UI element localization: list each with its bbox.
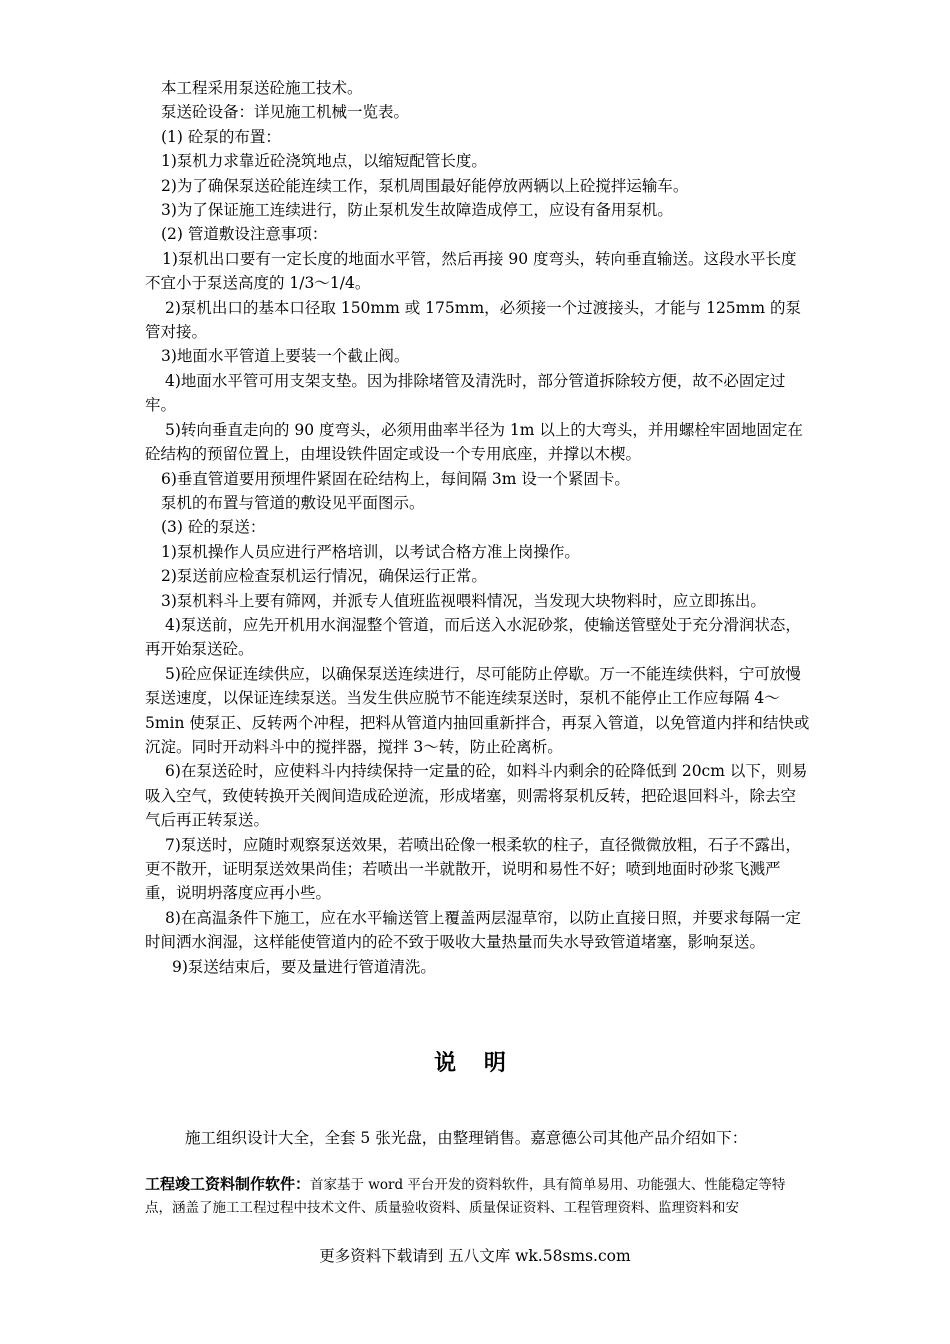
notice-intro: 施工组织设计大全，全套 5 张光盘，由整理销售。嘉意德公司其他产品介绍如下： <box>185 1129 748 1147</box>
paragraph: 1)泵机出口要有一定长度的地面水平管，然后再接 90 度弯头，转向垂直输送。这段水平长度不宜小于泵送高度的 1/3～1/4。 <box>145 249 797 293</box>
notice-title: 说 明 <box>434 1050 516 1076</box>
paragraph: 泵送砼设备：详见施工机械一览表。 <box>161 103 410 122</box>
paragraph: 泵机的布置与管道的敷设见平面图示。 <box>161 493 425 512</box>
product-text: 首家基于 word 平台开发的资料软件，具有简单易用、功能强大、性能稳定等特点，涵盖了施工工程过程中技术文件、质量验收资料、质量保证资料、工程管理资料、监理资料和安 <box>145 1177 786 1216</box>
paragraph: 3)为了保证施工连续进行，防止泵机发生故障造成停工，应设有备用泵机。 <box>161 201 673 220</box>
section-heading: (3) 砼的泵送： <box>161 518 266 537</box>
paragraph: 2)泵机出口的基本口径取 150mm 或 175mm，必须接一个过渡接头，才能与 125mm 的泵管对接。 <box>145 298 801 342</box>
paragraph: 8)在高温条件下施工，应在水平输送管上覆盖两层湿草帘，以防止直接日照，并要求每隔一定时间洒水润湿，这样能使管道内的砼不致于吸收大量热量而失水导致管道堵塞，影响泵送。 <box>145 908 801 952</box>
product-name: 工程竣工资料制作软件： <box>145 1175 311 1193</box>
paragraph: 9)泵送结束后，要及量进行管道清洗。 <box>172 957 436 976</box>
paragraph: 5)砼应保证连续供应，以确保泵送连续进行，尽可能防止停歇。万一不能连续供料，宁可放慢泵送速度，以保证连续泵送。当发生供应脱节不能连续泵送时，泵机不能停止工作应每隔 4～5min 使泵正、反转两个冲程，把料从管道内抽回重新拌合，再泵入管道，以免管道内拌和结快或沉淀。同时开动料斗中的搅拌器，搅拌 3～转，防止砼离析。 <box>145 664 810 756</box>
paragraph: 6)垂直管道要用预埋件紧固在砼结构上，每间隔 3m 设一个紧固卡。 <box>161 469 630 488</box>
paragraph: 1)泵机力求靠近砼浇筑地点，以缩短配管长度。 <box>161 152 487 171</box>
section-heading: (2) 管道敷设注意事项： <box>161 225 328 244</box>
paragraph: 1)泵机操作人员应进行严格培训，以考试合格方准上岗操作。 <box>161 542 580 561</box>
paragraph: 4)地面水平管可用支架支垫。因为排除堵管及清洗时，部分管道拆除较方便，故不必固定过牢。 <box>145 371 786 415</box>
body-text <box>145 76 810 979</box>
paragraph: 7)泵送时，应随时观察泵送效果，若喷出砼像一根柔软的柱子，直径微微放粗，石子不露出，更不散开，证明泵送效果尚佳；若喷出一半就散开，说明和易性不好；喷到地面时砂浆飞溅严重，说明坍落度应再小些。 <box>145 835 801 903</box>
section-heading: (1) 砼泵的布置： <box>161 127 281 146</box>
paragraph: 3)泵机料斗上要有筛网，并派专人值班监视喂料情况，当发现大块物料时，应立即拣出。 <box>161 591 766 610</box>
paragraph: 5)转向垂直走向的 90 度弯头，必须用曲率半径为 1m 以上的大弯头，并用螺栓牢固地固定在砼结构的预留位置上，由埋设铁件固定或设一个专用底座，并撑以木楔。 <box>145 420 803 464</box>
paragraph: 4)泵送前，应先开机用水润湿整个管道，而后送入水泥砂浆，使输送管壁处于充分滑润状态，再开始泵送砼。 <box>145 615 801 659</box>
paragraph: 2)泵送前应检查泵机运行情况，确保运行正常。 <box>161 567 487 586</box>
paragraph: 本工程采用泵送砼施工技术。 <box>161 79 363 97</box>
paragraph: 6)在泵送砼时，应使料斗内持续保持一定量的砼，如料斗内剩余的砼降低到 20cm 以下，则易吸入空气，致使转换开关阀间造成砼逆流，形成堵塞，则需将泵机反转，把砼退回料斗，除去空气后再正转泵送。 <box>145 762 808 830</box>
footer-link[interactable]: 更多资料下载请到 五八文库 wk.58sms.com <box>319 1247 631 1265</box>
paragraph: 2)为了确保泵送砼能连续工作，泵机周围最好能停放两辆以上砼搅拌运输车。 <box>161 176 689 195</box>
paragraph: 3)地面水平管道上要装一个截止阀。 <box>161 347 410 366</box>
product-description <box>145 1173 810 1220</box>
